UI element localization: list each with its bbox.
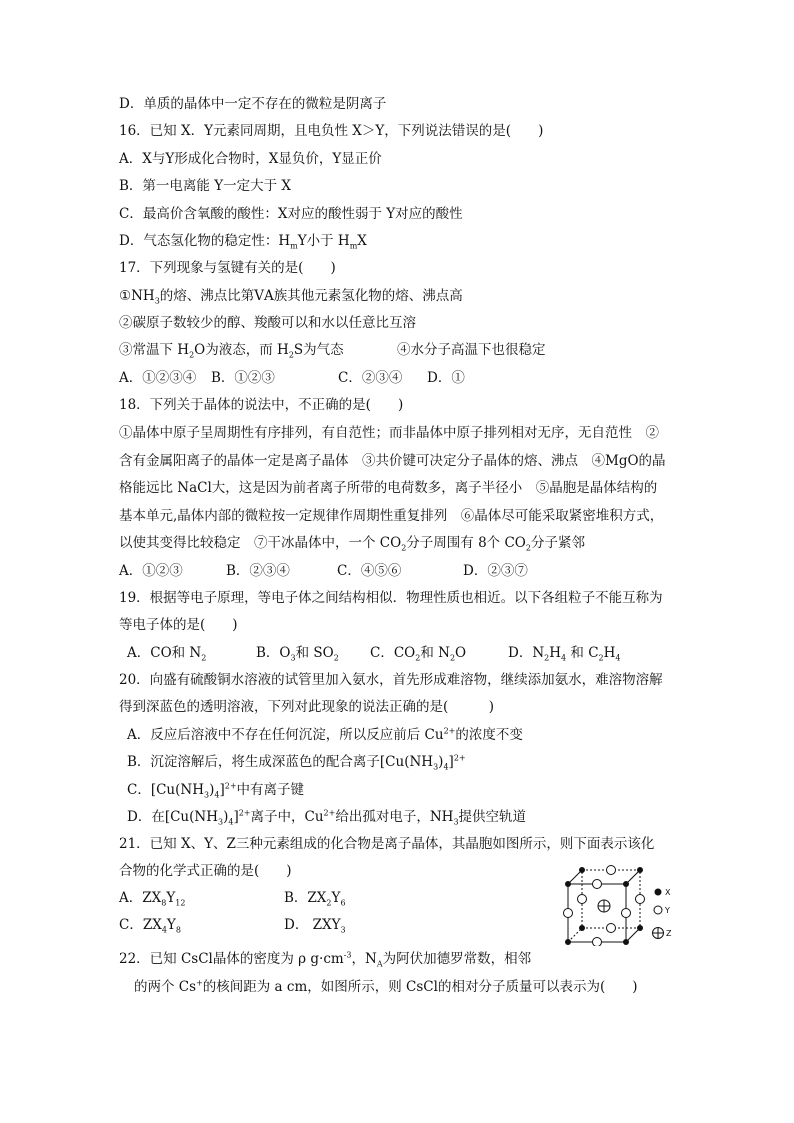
q22-stem-line-1: 22．已知 CsCl晶体的密度为 ρ $g\cdot cm^{-3}$，$N_A$为阿伏加德罗常数，相邻	[119, 950, 532, 969]
q18-text-line-5: 以使其变得比较稳定 ⑦干冰晶体中，一个 $CO_2$分子周围有 8个 $CO_2$分子紧邻	[119, 535, 585, 553]
q17-statement-1: $①NH_3$的熔、沸点比第ⅤA族其他元素氢化物的熔、沸点高	[119, 288, 463, 306]
y-atom	[593, 938, 602, 947]
q19-option-d: D．$N_2H_4$ 和 $C_2H_4$	[508, 645, 621, 663]
y-atom	[607, 924, 616, 933]
q16-option-a: A．X与Y形成化合物时，X显负价，Y显正价	[119, 151, 382, 167]
q21-option-c: C．$ZX_4Y_8$	[119, 917, 181, 935]
legend-x	[655, 888, 672, 897]
q16-option-b: B．第一电离能 Y一定大于 X	[119, 178, 292, 194]
q18-stem: 18．下列关于晶体的说法中，不正确的是( )	[119, 397, 404, 413]
x-atom	[637, 925, 643, 931]
y-atom	[593, 880, 602, 889]
y-atom	[564, 909, 573, 918]
q18-text-line-1: ①晶体中原子呈周期性有序排列，有自范性；而非晶体中原子排列相对无序，无自范性 ②	[119, 425, 659, 441]
q21-option-b: B．$ZX_2Y_6$	[284, 890, 346, 908]
legend-y-label: Y	[665, 906, 670, 915]
x-atom	[637, 867, 643, 873]
q18-option-b: B．②③④	[226, 563, 290, 579]
q18-text-line-2: 含有金属阳离子的晶体一定是离子晶体 ③共价键可决定分子晶体的熔、沸点 ④MgO的晶	[119, 453, 666, 469]
legend-y	[654, 906, 670, 915]
crystal-cell-diagram	[562, 862, 680, 946]
x-atom	[623, 939, 629, 945]
x-atom	[565, 939, 571, 945]
q20-stem-line-1: 20．向盛有硫酸铜水溶液的试管里加入氨水，首先形成难溶物，继续添加氨水，难溶物溶解	[119, 672, 663, 688]
y-atom	[607, 866, 616, 875]
q21-stem-line-2: 合物的化学式正确的是( )	[119, 863, 292, 879]
q19-stem-line-1: 19．根据等电子原理，等电子体之间结构相似．物理性质也相近。以下各组粒子不能互称为	[119, 590, 663, 606]
q19-stem-line-2: 等电子体的是( )	[119, 617, 238, 633]
q20-option-a: A．反应后溶液中不存在任何沉淀，所以反应前后 $Cu^{2+}$的浓度不变	[127, 726, 523, 743]
x-atom	[579, 925, 585, 931]
q20-option-b: B．沉淀溶解后，将生成深蓝色的配合离子$[Cu(NH_3)_4]^{2+}$	[127, 753, 466, 772]
q17-statement-4: ④水分子高温下也很稳定	[397, 342, 546, 358]
q17-option-a: A．①②③④	[119, 370, 197, 386]
q17-statement-2: ②碳原子数较少的醇、羧酸可以和水以任意比互溶	[119, 315, 416, 331]
q21-option-a: A．$ZX_8Y_{12}$	[119, 890, 186, 908]
y-atom	[622, 909, 631, 918]
q19-option-a: A．CO和 $N_2$	[127, 645, 207, 663]
q17-statement-3: ③常温下 $H_2O$为液态，而 $H_2S$为气态	[119, 342, 344, 360]
legend-x-label: X	[665, 888, 671, 897]
legend-z	[653, 928, 673, 939]
x-atom	[579, 867, 585, 873]
q20-option-d: D．在$[Cu(NH_3)_4]^{2+}$离子中，$Cu^{2+}$给出孤对电子，$NH_3$提供空轨道	[127, 808, 527, 827]
q17-option-c: C．②③④	[338, 370, 403, 386]
q18-option-a: A．①②③	[119, 563, 183, 579]
q19-option-c: C．$CO_2$和 $N_2O$	[370, 645, 467, 663]
q17-option-d: D．①	[427, 370, 465, 386]
q16-stem: 16．已知 X．Y元素同周期，且电负性 X＞Y，下列说法错误的是( )	[119, 123, 544, 139]
q18-text-line-4: 基本单元,晶体内部的微粒按一定规律作周期性重复排列 ⑥晶体尽可能采取紧密堆积方式，	[119, 508, 664, 524]
q21-stem-line-1: 21．已知 X、Y、Z三种元素组成的化合物是离子晶体，其晶胞如图所示，则下面表示该化	[119, 836, 655, 852]
q20-stem-line-2: 得到深蓝色的透明溶液，下列对此现象的说法正确的是( )	[119, 699, 495, 715]
q16-option-c: C．最高价含氧酸的酸性：X对应的酸性弱于 Y对应的酸性	[119, 206, 463, 222]
q20-option-c: C．$[Cu(NH_3)_4]^{2+}$中有离子键	[127, 781, 305, 800]
z-atom	[598, 900, 610, 912]
q18-text-line-3: 格能远比 NaCl大，这是因为前者离子所带的电荷数多，离子半径小 ⑤晶胞是晶体结构的	[119, 480, 658, 496]
y-atom	[578, 895, 587, 904]
q18-option-d: D．②③⑦	[463, 563, 528, 579]
x-atom	[565, 881, 571, 887]
y-atom	[636, 895, 645, 904]
q15-option-d: D．单质的晶体中一定不存在的微粒是阴离子	[119, 96, 387, 112]
q21-option-d: D． $ZXY_3$	[284, 917, 346, 935]
q18-option-c: C．④⑤⑥	[337, 563, 402, 579]
q17-option-b: B．①②③	[211, 370, 275, 386]
x-atom	[623, 881, 629, 887]
q17-stem: 17．下列现象与氢键有关的是( )	[119, 260, 336, 276]
q19-option-b: B．$O_3$和 $SO_2$	[256, 645, 339, 663]
legend-z-label: Z	[666, 929, 672, 938]
q16-option-d: D．气态氢化物的稳定性：$H_mY$小于 $H_mX$	[119, 233, 367, 251]
q22-stem-line-2: 的两个 Cs+的核间距为 a cm，如图所示，则 CsCl的相对分子质量可以表示为( )	[134, 978, 638, 995]
